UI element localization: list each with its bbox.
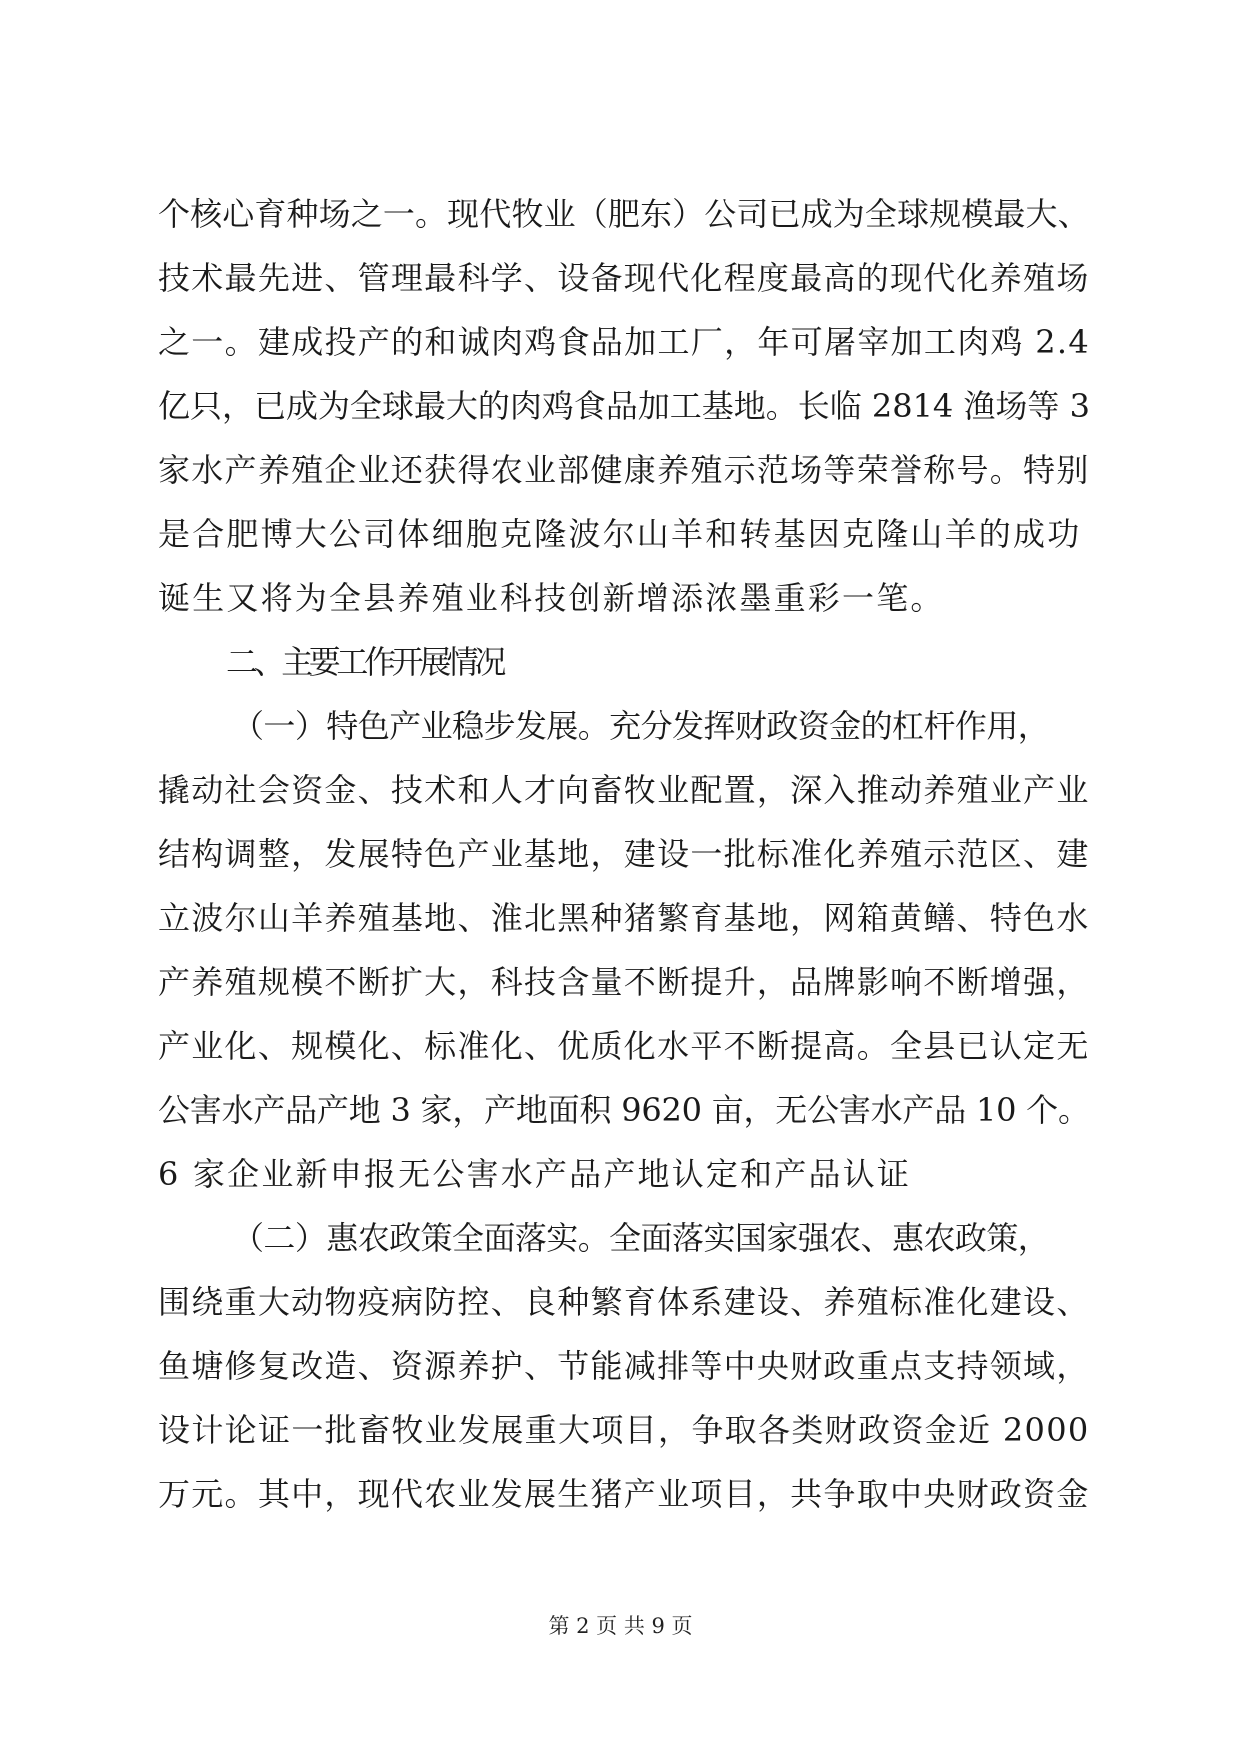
body-line: 亿只，已成为全球最大的肉鸡食品加工基地。长临 2814 渔场等 3 [158,387,1090,425]
body-line: 撬动社会资金、技术和人才向畜牧业配置，深入推动养殖业产业 [158,771,1090,809]
body-line: 之一。建成投产的和诚肉鸡食品加工厂，年可屠宰加工肉鸡 2.4 [158,323,1091,361]
body-line: 立波尔山羊养殖基地、淮北黑种猪繁育基地，网箱黄鳝、特色水 [158,899,1090,937]
body-line: 6 家企业新申报无公害水产品产地认定和产品认证 [158,1155,912,1193]
body-line: 结构调整，发展特色产业基地，建设一批标准化养殖示范区、建 [158,835,1090,873]
page-footer: 第 2 页 共 9 页 [548,1614,693,1638]
body-line: 技术最先进、管理最科学、设备现代化程度最高的现代化养殖场 [158,259,1090,297]
body-line: 鱼塘修复改造、资源养护、节能减排等中央财政重点支持领域， [158,1347,1090,1385]
body-line: 围绕重大动物疫病防控、良种繁育体系建设、养殖标准化建设、 [158,1283,1090,1321]
body-line: 公害水产品产地 3 家，产地面积 9620 亩，无公害水产品 10 个。 [158,1091,1090,1129]
body-line: 设计论证一批畜牧业发展重大项目，争取各类财政资金近 2000 [158,1411,1090,1449]
subsection-paragraph-start: （一）特色产业稳步发展。充分发挥财政资金的杠杆作用， [232,707,1050,745]
body-line: 万元。其中，现代农业发展生猪产业项目，共争取中央财政资金 [158,1475,1090,1513]
body-line: 产业化、规模化、标准化、优质化水平不断提高。全县已认定无 [158,1027,1090,1065]
subsection-paragraph-start: （二）惠农政策全面落实。全面落实国家强农、惠农政策， [232,1219,1050,1257]
section-heading: 二、主要工作开展情况 [226,643,503,681]
body-line: 是合肥博大公司体细胞克隆波尔山羊和转基因克隆山羊的成功 [158,515,1082,553]
body-line: 个核心育种场之一。现代牧业（肥东）公司已成为全球规模最大、 [158,195,1090,233]
body-line: 产养殖规模不断扩大，科技含量不断提升，品牌影响不断增强， [158,963,1090,1001]
body-line: 诞生又将为全县养殖业科技创新增添浓墨重彩一笔。 [158,579,945,617]
body-line: 家水产养殖企业还获得农业部健康养殖示范场等荣誉称号。特别 [158,451,1090,489]
